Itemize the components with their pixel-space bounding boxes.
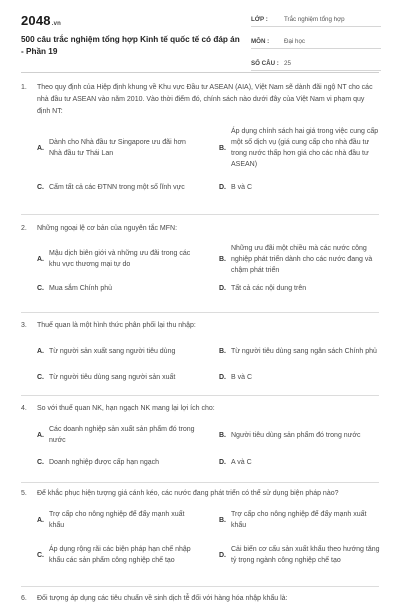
option-text: Doanh nghiệp được cấp hạn ngạch (49, 458, 160, 466)
options-grid (21, 124, 381, 202)
question-divider (21, 312, 379, 313)
option-a[interactable] (21, 505, 199, 535)
question-number: 2. (21, 225, 27, 232)
option-b[interactable] (203, 124, 381, 172)
question-text: So với thuế quan NK, hạn ngạch NK mang lại lợi ích cho: (37, 405, 215, 412)
option-text: A và C (231, 458, 252, 466)
meta-value: 25 (284, 60, 291, 67)
option-d[interactable] (203, 172, 381, 202)
question-divider (21, 395, 379, 396)
option-text: Áp dụng rộng rãi các biện pháp hạn chế nhập khẩu các sản phẩm công nghiệp chế tạo (49, 546, 191, 564)
option-text: Các doanh nghiệp sản xuất sản phẩm đó trong nước (49, 426, 195, 444)
option-text: Mua sắm Chính phủ (49, 284, 113, 292)
option-letter: B. (219, 347, 226, 355)
question-text: Theo quy định của Hiệp định khung về Khu vực Đầu tư ASEAN (AIA), Việt Nam sẽ dành đãi ngộ NT cho các nhà đầu tư ASEAN vào năm 2010. Vào thời điểm đó, chính sách nào dưới đây của Việt Nam vi phạm quy định NT: (37, 84, 373, 115)
question-number: 5. (21, 490, 27, 497)
question-3 (21, 320, 381, 389)
option-letter: C. (37, 458, 44, 466)
option-text: Từ người tiêu dùng sang ngân sách Chính phủ (231, 347, 377, 355)
option-text: Từ người tiêu dùng sang người sản xuất (49, 373, 176, 381)
option-letter: C. (37, 183, 44, 191)
option-a[interactable] (21, 420, 199, 450)
question-6 (21, 593, 381, 605)
option-c[interactable] (21, 450, 199, 474)
option-text: Trợ cấp cho nông nghiệp để đẩy mạnh xuất khẩu (231, 511, 367, 529)
question-text: Để khắc phục hiện tượng giá cánh kéo, các nước đang phát triển có thể sử dụng biện pháp nào? (37, 490, 339, 497)
option-letter: A. (37, 431, 44, 439)
option-letter: C. (37, 284, 44, 292)
meta-value: Trắc nghiệm tổng hợp (284, 16, 345, 23)
question-number: 1. (21, 84, 27, 91)
question-text: Những ngoại lệ cơ bản của nguyên tắc MFN: (37, 225, 178, 232)
meta-label: LỚP : (251, 16, 268, 23)
meta-label: MÔN : (251, 38, 270, 45)
question-number: 4. (21, 405, 27, 412)
option-letter: D. (219, 284, 226, 292)
site-logo[interactable] (21, 13, 61, 28)
option-text: Tất cả các nội dung trên (231, 284, 307, 292)
question-divider (21, 482, 379, 483)
option-letter: B. (219, 255, 226, 263)
option-text: Dành cho Nhà đầu tư Singapore ưu đãi hơn Nhà đầu tư Thái Lan (49, 139, 186, 157)
option-c[interactable] (21, 365, 199, 389)
option-c[interactable] (21, 535, 199, 575)
option-b[interactable] (203, 420, 381, 450)
question-2 (21, 223, 381, 298)
options-grid (21, 337, 381, 389)
logo-sub-text: .vn (51, 21, 62, 27)
option-text: Những ưu đãi một chiều mà các nước công nghiệp phát triển dành cho các nước đang và chậm phát triển (231, 244, 373, 274)
question-5 (21, 488, 381, 575)
option-d[interactable] (203, 278, 381, 298)
document-meta (251, 13, 381, 79)
option-letter: B. (219, 516, 226, 524)
option-c[interactable] (21, 278, 199, 298)
question-divider (21, 214, 379, 215)
option-c[interactable] (21, 172, 199, 202)
option-letter: C. (37, 551, 44, 559)
option-text: Trợ cấp cho nông nghiệp để đẩy mạnh xuất khẩu (49, 511, 185, 529)
option-b[interactable] (203, 240, 381, 278)
option-a[interactable] (21, 337, 199, 365)
meta-row-class (251, 13, 381, 27)
logo-main-text: 2048 (21, 13, 51, 28)
question-4 (21, 403, 381, 474)
question-1 (21, 82, 381, 202)
option-letter: C. (37, 373, 44, 381)
option-letter: A. (37, 255, 44, 263)
option-letter: D. (219, 183, 226, 191)
question-number: 3. (21, 322, 27, 329)
option-letter: A. (37, 347, 44, 355)
question-divider (21, 586, 379, 587)
option-letter: D. (219, 458, 226, 466)
question-text: Đối tượng áp dụng các tiêu chuẩn về sinh dịch tễ đối với hàng hóa nhập khẩu là: (37, 595, 288, 602)
meta-label: SỐ CÂU : (251, 60, 279, 67)
option-d[interactable] (203, 450, 381, 474)
meta-row-count (251, 57, 381, 71)
option-d[interactable] (203, 365, 381, 389)
option-text: Cấm tất cả các ĐTNN trong một số lĩnh vực (49, 183, 185, 191)
question-number: 6. (21, 595, 27, 602)
option-a[interactable] (21, 240, 199, 278)
meta-value: Đại học (284, 38, 305, 45)
option-b[interactable] (203, 337, 381, 365)
option-letter: B. (219, 144, 226, 152)
options-grid (21, 505, 381, 575)
option-text: Mậu dịch biên giới và những ưu đãi trong các khu vực thương mại tự do (49, 250, 191, 268)
option-letter: D. (219, 373, 226, 381)
meta-row-subject (251, 35, 381, 49)
option-text: Người tiêu dùng sản phẩm đó trong nước (231, 431, 361, 439)
option-d[interactable] (203, 535, 381, 575)
option-letter: D. (219, 551, 226, 559)
question-text: Thuế quan là một hình thức phân phối lại thu nhập: (37, 322, 196, 329)
option-letter: A. (37, 144, 44, 152)
options-grid (21, 420, 381, 474)
option-letter: A. (37, 516, 44, 524)
option-text: B và C (231, 373, 253, 381)
options-grid (21, 240, 381, 298)
header-divider (21, 72, 379, 73)
option-b[interactable] (203, 505, 381, 535)
option-text: Từ người sản xuất sang người tiêu dùng (49, 347, 176, 355)
document-title: 500 câu trắc nghiệm tổng hợp Kinh tế quốc tế có đáp án - Phần 19 (21, 35, 240, 56)
option-letter: B. (219, 431, 226, 439)
option-text: Áp dụng chính sách hai giá trong việc cung cấp một số dịch vụ (giá cung cấp cho nhà đầu tư trong nước thấp hơn giá cho các nhà đầu tư ASEAN) (231, 128, 379, 168)
option-text: Cải biến cơ cấu sản xuất khẩu theo hướng tăng tỷ trọng ngành công nghiệp chế tạo (231, 546, 380, 564)
option-text: B và C (231, 183, 253, 191)
option-a[interactable] (21, 124, 199, 172)
